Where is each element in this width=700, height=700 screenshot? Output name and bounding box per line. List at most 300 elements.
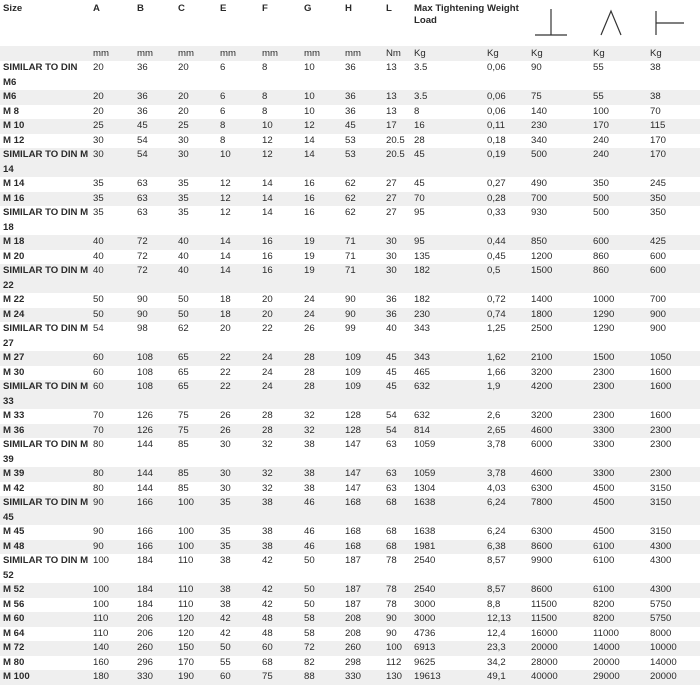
value-cell: 30 xyxy=(178,134,189,146)
value-cell: 20 xyxy=(262,294,273,305)
value-cell: 63 xyxy=(137,178,148,189)
value-cell: 48 xyxy=(262,627,273,639)
value-cell: 8600 xyxy=(530,583,592,598)
value-cell: 14000 xyxy=(650,656,677,668)
value-cell: 1800 xyxy=(530,308,592,323)
size-cell: M 12 xyxy=(3,134,25,146)
value-cell: 1400 xyxy=(531,294,553,305)
value-cell: 8200 xyxy=(592,612,649,627)
size-cell: M 100 xyxy=(0,670,92,685)
size-cell: M 18 xyxy=(0,235,92,250)
value-cell: 6 xyxy=(220,105,226,117)
value-cell: 930 xyxy=(531,207,548,218)
value-cell: 12 xyxy=(303,119,344,134)
value-cell: 27 xyxy=(385,192,413,207)
value-cell: 208 xyxy=(345,627,362,639)
value-cell: 3000 xyxy=(414,598,436,610)
value-cell: 343 xyxy=(413,351,486,366)
table-row xyxy=(0,540,700,555)
value-cell: 32 xyxy=(303,424,344,439)
value-cell: 6913 xyxy=(413,641,486,656)
size-cell: SIMILAR TO DIN M 22 xyxy=(0,264,92,293)
value-cell: 68 xyxy=(386,526,397,537)
value-cell: 14 xyxy=(304,134,315,146)
value-cell: 10 xyxy=(303,90,344,105)
unit-cell: Kg xyxy=(649,46,700,61)
size-cell: M 64 xyxy=(3,627,25,639)
value-cell: 166 xyxy=(136,496,177,525)
value-cell: 6100 xyxy=(592,540,649,555)
value-cell: 1,25 xyxy=(487,323,506,334)
value-cell: 30 xyxy=(93,134,104,146)
value-cell: 65 xyxy=(178,366,189,378)
table-row xyxy=(0,61,700,90)
value-cell: 50 xyxy=(303,583,344,598)
size-cell: SIMILAR TO DIN M 18 xyxy=(3,207,89,233)
value-cell: 600 xyxy=(592,235,649,250)
size-cell: M 27 xyxy=(0,351,92,366)
value-cell: 60 xyxy=(93,366,104,378)
value-cell: 465 xyxy=(414,366,431,378)
value-cell: 184 xyxy=(137,555,154,566)
value-cell: 28 xyxy=(261,424,303,439)
value-cell: 71 xyxy=(344,235,385,250)
value-cell: 55 xyxy=(593,62,604,73)
value-cell: 14 xyxy=(261,192,303,207)
value-cell: 78 xyxy=(386,598,397,610)
value-cell: 35 xyxy=(177,192,219,207)
value-cell: 60 xyxy=(92,351,136,366)
size-cell: M 10 xyxy=(0,119,92,134)
value-cell: 35 xyxy=(93,207,104,218)
value-cell: 128 xyxy=(344,424,385,439)
value-cell: 8 xyxy=(414,105,420,117)
value-cell: 100 xyxy=(385,641,413,656)
size-cell: M 45 xyxy=(3,526,25,537)
header-a: A xyxy=(93,3,100,14)
value-cell: 23,3 xyxy=(486,641,530,656)
value-cell: 20 xyxy=(178,105,189,117)
value-cell: 144 xyxy=(136,467,177,482)
value-cell: 28 xyxy=(414,134,425,146)
size-cell: M 72 xyxy=(0,641,92,656)
value-cell: 1290 xyxy=(593,323,615,334)
value-cell: 4300 xyxy=(649,540,700,555)
header-c: C xyxy=(178,3,185,14)
value-cell: 1,9 xyxy=(486,380,530,409)
value-cell: 53 xyxy=(344,148,385,177)
header-load-straight xyxy=(530,0,592,46)
size-cell: SIMILAR TO DIN M 14 xyxy=(0,148,92,177)
value-cell: 90 xyxy=(531,62,542,73)
value-cell: 0,44 xyxy=(486,235,530,250)
value-cell: 343 xyxy=(414,323,431,334)
value-cell: 50 xyxy=(304,555,315,566)
value-cell: 144 xyxy=(137,439,154,450)
value-cell: 6100 xyxy=(593,555,615,566)
value-cell: 16 xyxy=(262,250,273,262)
value-cell: 110 xyxy=(178,598,194,610)
value-cell: 80 xyxy=(92,467,136,482)
table-row xyxy=(0,482,700,497)
value-cell: 3.5 xyxy=(414,62,428,73)
size-cell: SIMILAR TO DIN M 45 xyxy=(0,496,92,525)
value-cell: 298 xyxy=(345,656,362,668)
value-cell: 9625 xyxy=(414,656,436,668)
units-row xyxy=(0,46,700,61)
value-cell: 10 xyxy=(219,148,261,177)
value-cell: 1500 xyxy=(530,264,592,293)
value-cell: 1290 xyxy=(592,308,649,323)
value-cell: 296 xyxy=(137,656,154,668)
value-cell: 95 xyxy=(413,235,486,250)
value-cell: 8000 xyxy=(650,627,672,639)
value-cell: 3300 xyxy=(593,439,615,450)
value-cell: 166 xyxy=(137,526,154,537)
value-cell: 240 xyxy=(593,134,610,146)
table-row xyxy=(0,554,700,583)
value-cell: 184 xyxy=(136,583,177,598)
value-cell: 3,78 xyxy=(486,467,530,482)
value-cell: 28 xyxy=(303,380,344,409)
value-cell: 35 xyxy=(178,178,189,189)
value-cell: 2540 xyxy=(414,555,436,566)
value-cell: 115 xyxy=(649,119,700,134)
value-cell: 85 xyxy=(178,439,189,450)
value-cell: 330 xyxy=(136,670,177,685)
value-cell: 0,72 xyxy=(487,294,506,305)
value-cell: 38 xyxy=(219,583,261,598)
value-cell: 3200 xyxy=(531,366,553,378)
value-cell: 100 xyxy=(92,583,136,598)
value-cell: 35 xyxy=(92,192,136,207)
table-row xyxy=(0,264,700,293)
value-cell: 27 xyxy=(386,207,397,218)
value-cell: 1059 xyxy=(414,439,436,450)
value-cell: 10 xyxy=(304,62,315,73)
value-cell: 40000 xyxy=(530,670,592,685)
size-cell: M 56 xyxy=(3,598,25,610)
value-cell: 425 xyxy=(649,235,700,250)
table-row xyxy=(0,105,700,120)
value-cell: 6 xyxy=(220,62,226,73)
value-cell: 4200 xyxy=(530,380,592,409)
value-cell: 38 xyxy=(261,496,303,525)
value-cell: 330 xyxy=(344,670,385,685)
value-cell: 40 xyxy=(92,235,136,250)
value-cell: 100 xyxy=(178,526,195,537)
value-cell: 20.5 xyxy=(385,148,413,177)
value-cell: 6100 xyxy=(592,583,649,598)
value-cell: 0,5 xyxy=(486,264,530,293)
value-cell: 46 xyxy=(304,526,315,537)
value-cell: 1000 xyxy=(593,294,615,305)
value-cell: 2300 xyxy=(649,467,700,482)
header-load-angle xyxy=(592,0,649,46)
value-cell: 500 xyxy=(592,192,649,207)
value-cell: 7800 xyxy=(530,496,592,525)
value-cell: 4600 xyxy=(530,467,592,482)
value-cell: 2300 xyxy=(593,366,615,378)
table-row xyxy=(0,366,700,381)
size-cell: M 16 xyxy=(0,192,92,207)
value-cell: 63 xyxy=(137,207,148,218)
size-cell: SIMILAR TO DIN M6 xyxy=(3,62,78,88)
value-cell: 120 xyxy=(178,627,195,639)
value-cell: 55 xyxy=(220,656,231,668)
value-cell: 1600 xyxy=(650,366,672,378)
table-row xyxy=(0,206,700,235)
value-cell: 245 xyxy=(650,178,667,189)
table-row xyxy=(0,192,700,207)
table-row xyxy=(0,90,700,105)
value-cell: 187 xyxy=(344,583,385,598)
value-cell: 110 xyxy=(93,627,109,639)
value-cell: 20 xyxy=(92,90,136,105)
size-cell: M 48 xyxy=(0,540,92,555)
value-cell: 16 xyxy=(413,119,486,134)
size-cell: M6 xyxy=(0,90,92,105)
value-cell: 30 xyxy=(385,235,413,250)
size-cell: M 24 xyxy=(0,308,92,323)
value-cell: 32 xyxy=(262,439,273,450)
value-cell: 19 xyxy=(303,235,344,250)
value-cell: 36 xyxy=(344,90,385,105)
value-cell: 182 xyxy=(414,294,431,305)
unit-cell: mm xyxy=(261,46,303,61)
value-cell: 12 xyxy=(220,178,231,189)
value-cell: 13 xyxy=(386,105,397,117)
value-cell: 20000 xyxy=(530,641,592,656)
value-cell: 110 xyxy=(177,583,219,598)
table-row xyxy=(0,496,700,525)
value-cell: 350 xyxy=(650,207,667,218)
value-cell: 42 xyxy=(220,627,231,639)
value-cell: 170 xyxy=(649,148,700,177)
value-cell: 12,4 xyxy=(487,627,506,639)
value-cell: 36 xyxy=(137,62,148,73)
table-row xyxy=(0,177,700,192)
table-row xyxy=(0,148,700,177)
value-cell: 68 xyxy=(385,540,413,555)
header-max-tightening-load: Max Tightening Load xyxy=(414,3,485,26)
value-cell: 1600 xyxy=(649,380,700,409)
value-cell: 128 xyxy=(345,410,362,421)
value-cell: 60 xyxy=(261,641,303,656)
value-cell: 58 xyxy=(303,612,344,627)
value-cell: 75 xyxy=(530,90,592,105)
value-cell: 38 xyxy=(262,526,273,537)
value-cell: 4300 xyxy=(650,555,672,566)
value-cell: 12 xyxy=(261,148,303,177)
value-cell: 860 xyxy=(592,264,649,293)
value-cell: 99 xyxy=(345,323,356,334)
value-cell: 55 xyxy=(592,90,649,105)
size-cell: M 80 xyxy=(3,656,25,668)
value-cell: 1050 xyxy=(649,351,700,366)
value-cell: 8 xyxy=(220,134,226,146)
value-cell: 100 xyxy=(177,496,219,525)
value-cell: 168 xyxy=(344,540,385,555)
value-cell: 0,27 xyxy=(487,178,506,189)
value-cell: 109 xyxy=(344,380,385,409)
value-cell: 0,28 xyxy=(486,192,530,207)
value-cell: 26 xyxy=(220,410,231,421)
value-cell: 27 xyxy=(386,178,397,189)
size-cell: SIMILAR TO DIN M 33 xyxy=(0,380,92,409)
value-cell: 30 xyxy=(220,482,231,494)
value-cell: 109 xyxy=(345,366,362,378)
value-cell: 38 xyxy=(220,598,231,610)
value-cell: 900 xyxy=(649,308,700,323)
value-cell: 206 xyxy=(136,612,177,627)
value-cell: 80 xyxy=(93,439,104,450)
value-cell: 350 xyxy=(649,192,700,207)
value-cell: 10 xyxy=(304,105,315,117)
value-cell: 2,65 xyxy=(486,424,530,439)
value-cell: 46 xyxy=(303,540,344,555)
value-cell: 65 xyxy=(177,351,219,366)
header-row xyxy=(0,0,700,46)
value-cell: 60 xyxy=(92,380,136,409)
value-cell: 11500 xyxy=(530,612,592,627)
value-cell: 90 xyxy=(386,627,397,639)
value-cell: 68 xyxy=(262,656,273,668)
value-cell: 8 xyxy=(261,90,303,105)
value-cell: 75 xyxy=(177,424,219,439)
value-cell: 24 xyxy=(303,308,344,323)
value-cell: 108 xyxy=(136,351,177,366)
value-cell: 6,24 xyxy=(487,526,506,537)
value-cell: 100 xyxy=(177,540,219,555)
value-cell: 30 xyxy=(220,439,231,450)
value-cell: 28 xyxy=(303,351,344,366)
value-cell: 4500 xyxy=(593,526,615,537)
value-cell: 0,45 xyxy=(487,250,506,262)
value-cell: 18 xyxy=(219,308,261,323)
value-cell: 58 xyxy=(304,627,315,639)
value-cell: 30 xyxy=(92,148,136,177)
value-cell: 54 xyxy=(385,424,413,439)
value-cell: 160 xyxy=(93,656,110,668)
value-cell: 88 xyxy=(303,670,344,685)
value-cell: 54 xyxy=(137,134,148,146)
value-cell: 2300 xyxy=(650,439,672,450)
value-cell: 187 xyxy=(345,598,362,610)
value-cell: 72 xyxy=(136,264,177,293)
value-cell: 144 xyxy=(137,482,154,494)
value-cell: 45 xyxy=(385,351,413,366)
value-cell: 32 xyxy=(262,482,273,494)
value-cell: 90 xyxy=(93,526,104,537)
value-cell: 78 xyxy=(385,583,413,598)
unit-cell: mm xyxy=(136,46,177,61)
value-cell: 13 xyxy=(386,62,397,73)
value-cell: 20000 xyxy=(649,670,700,685)
load-side-icon xyxy=(650,5,690,41)
value-cell: 490 xyxy=(531,178,548,189)
value-cell: 8,57 xyxy=(486,583,530,598)
value-cell: 82 xyxy=(304,656,315,668)
value-cell: 208 xyxy=(344,612,385,627)
value-cell: 18 xyxy=(220,294,231,305)
value-cell: 1600 xyxy=(650,410,672,421)
load-straight-icon xyxy=(531,5,571,41)
value-cell: 85 xyxy=(177,467,219,482)
value-cell: 50 xyxy=(177,308,219,323)
value-cell: 2500 xyxy=(531,323,553,334)
value-cell: 166 xyxy=(136,540,177,555)
value-cell: 38 xyxy=(649,90,700,105)
value-cell: 38 xyxy=(303,467,344,482)
value-cell: 80 xyxy=(93,482,104,494)
value-cell: 0,11 xyxy=(486,119,530,134)
value-cell: 36 xyxy=(137,105,148,117)
value-cell: 42 xyxy=(262,555,273,566)
table-row xyxy=(0,409,700,424)
value-cell: 26 xyxy=(304,323,315,334)
value-cell: 14000 xyxy=(592,641,649,656)
value-cell: 180 xyxy=(92,670,136,685)
table-body xyxy=(0,46,700,685)
value-cell: 100 xyxy=(93,598,110,610)
value-cell: 36 xyxy=(386,294,397,305)
value-cell: 632 xyxy=(413,380,486,409)
value-cell: 36 xyxy=(136,90,177,105)
value-cell: 0,06 xyxy=(487,105,506,117)
value-cell: 63 xyxy=(386,482,397,494)
value-cell: 40 xyxy=(92,264,136,293)
value-cell: 30 xyxy=(386,250,397,262)
value-cell: 45 xyxy=(413,148,486,177)
value-cell: 168 xyxy=(345,526,362,537)
unit-cell: Kg xyxy=(530,46,592,61)
size-cell: M 30 xyxy=(3,366,25,378)
value-cell: 110 xyxy=(178,555,194,566)
value-cell: 1200 xyxy=(531,250,553,262)
unit-cell: mm xyxy=(92,46,136,61)
value-cell: 109 xyxy=(344,351,385,366)
value-cell: 17 xyxy=(385,119,413,134)
header-h: H xyxy=(345,3,352,14)
value-cell: 35 xyxy=(178,207,189,218)
value-cell: 2540 xyxy=(413,583,486,598)
value-cell: 29000 xyxy=(592,670,649,685)
value-cell: 14 xyxy=(220,250,231,262)
value-cell: 20 xyxy=(261,308,303,323)
table-row xyxy=(0,119,700,134)
value-cell: 900 xyxy=(650,323,667,334)
table-row xyxy=(0,293,700,308)
value-cell: 350 xyxy=(593,178,610,189)
size-cell: M 20 xyxy=(3,250,25,262)
size-cell: SIMILAR TO DIN M 27 xyxy=(3,323,89,349)
value-cell: 32 xyxy=(261,467,303,482)
value-cell: 140 xyxy=(531,105,548,117)
size-cell: M 14 xyxy=(3,178,25,189)
header-load-side xyxy=(649,0,700,46)
value-cell: 1500 xyxy=(592,351,649,366)
value-cell: 50 xyxy=(92,308,136,323)
value-cell: 85 xyxy=(178,482,189,494)
table-row xyxy=(0,583,700,598)
value-cell: 120 xyxy=(177,612,219,627)
value-cell: 16 xyxy=(303,192,344,207)
value-cell: 72 xyxy=(137,250,148,262)
value-cell: 90 xyxy=(136,308,177,323)
value-cell: 140 xyxy=(92,641,136,656)
value-cell: 2300 xyxy=(593,410,615,421)
